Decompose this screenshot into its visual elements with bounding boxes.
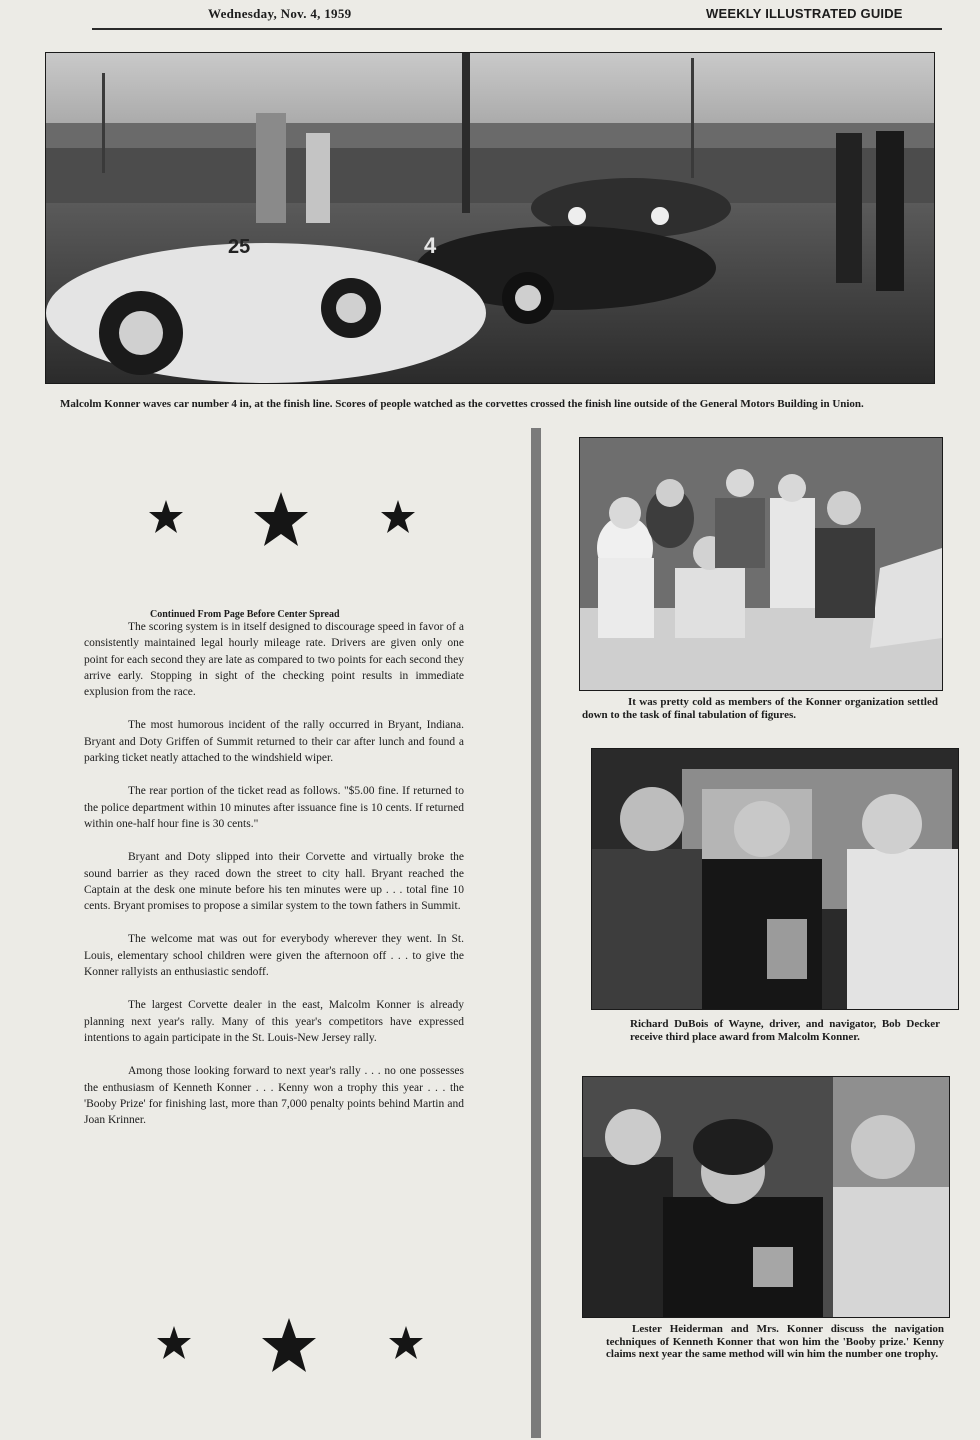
star-small-icon: [389, 1326, 423, 1359]
trophy-photo: [582, 1076, 950, 1318]
star-large-icon: [262, 1318, 316, 1372]
article-paragraph: The largest Corvette dealer in the east, Malcolm Konner is already planning next year's rally. Many of this year's competitors have expressed intentions to again participate in the St. Louis-New Jersey rally.: [84, 999, 464, 1044]
trophy-photo-caption: Lester Heiderman and Mrs. Konner discuss the navigation techniques of Kenneth Konner that won him the 'Booby prize.' Kenny claims next year the same method will win him the number one trophy.: [606, 1323, 944, 1360]
finish-line-photo: [45, 52, 935, 384]
article-paragraph: The rear portion of the ticket read as follows. "$5.00 fine. If returned to the police department within 10 minutes after issuance fine is 10 cents. If returned within one-half hour fine is 30 cents.": [84, 785, 464, 830]
article-paragraph: Bryant and Doty slipped into their Corvette and virtually broke the sound barrier as they raced down the street to city hall. Bryant reached the Captain at the desk one minute before his ten minutes were up . . . total fine 10 cents. Bryant promises to propose a similar system to the town fathers in Summit.: [84, 851, 464, 913]
star-small-icon: [381, 500, 415, 533]
car-number-right: 4: [424, 233, 437, 258]
top-photo-caption: Malcolm Konner waves car number 4 in, at the finish line. Scores of people watched as the corvettes crossed the finish line outside of the General Motors Building in Union.: [60, 398, 864, 410]
article-paragraph: The welcome mat was out for everybody wherever they went. In St. Louis, elementary school children were given the afternoon off . . . to give the Konner rallyists an enthusiastic sendoff.: [84, 933, 464, 979]
header-date: Wednesday, Nov. 4, 1959: [208, 6, 352, 21]
star-ornament-bottom: [154, 1316, 424, 1378]
header-publication: WEEKLY ILLUSTRATED GUIDE: [706, 6, 903, 21]
group-photo-caption: It was pretty cold as members of the Konner organization settled down to the task of final tabulation of figures.: [582, 696, 938, 721]
group-photo: [579, 437, 943, 691]
award-photo: [591, 748, 959, 1010]
star-small-icon: [149, 500, 183, 533]
award-photo-caption: Richard DuBois of Wayne, driver, and navigator, Bob Decker receive third place award from Malcolm Konner.: [630, 1018, 940, 1043]
star-small-icon: [157, 1326, 191, 1359]
column-divider: [531, 428, 541, 1438]
article-body: [84, 619, 464, 1145]
article-paragraph: Among those looking forward to next year's rally . . . no one possesses the enthusiasm of Kenneth Konner . . . Kenny won a trophy this year . . . the 'Booby Prize' for finishing last, more than 7,000 penalty points behind Martin and Joan Krinner.: [84, 1065, 464, 1127]
continued-heading: Continued From Page Before Center Spread: [150, 609, 340, 620]
car-number-left: 25: [228, 236, 251, 258]
header-rule: [92, 28, 942, 30]
article-paragraph: The scoring system is in itself designed to discourage speed in favor of a consistently maintained legal hourly mileage rate. Drivers are given only one point for each second they are late as compared to two points for each second they arrive early. Stopping in sight of the checking point results in immediate explusion from the race.: [84, 621, 464, 699]
article-paragraph: The most humorous incident of the rally occurred in Bryant, Indiana. Bryant and Doty Griffen of Summit returned to their car after lunch and found a parking ticket neatly attached to the windshield wiper.: [84, 719, 464, 765]
star-ornament-top: [146, 490, 416, 552]
star-large-icon: [254, 492, 308, 546]
